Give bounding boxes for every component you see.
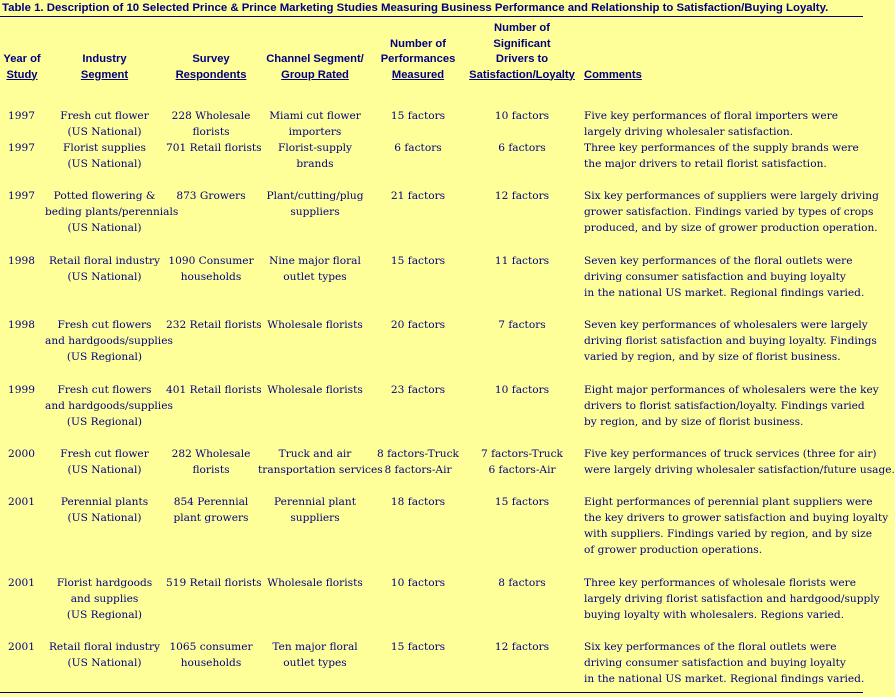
table-title: Table 1. Description of 10 Selected Prince & Prince Marketing Studies Measuring Business Performance and Relationship to Satisfaction/Buying Loyalty. xyxy=(0,0,863,17)
cell-drivers-line: 6 factors xyxy=(498,142,546,154)
cell-comments-line: Three key performances of wholesale florists were xyxy=(584,577,857,589)
cell-performances-line: 8 factors-Truck xyxy=(377,448,459,460)
header-respondents-line: Respondents xyxy=(175,68,247,81)
cell-respondents-line: 401 Retail florists xyxy=(166,384,262,396)
cell-comments xyxy=(581,188,879,253)
cell-comments-line: produced, and by size of grower production operation. xyxy=(584,222,878,234)
cell-industry xyxy=(44,317,173,382)
bottom-rule xyxy=(0,692,863,693)
cell-industry-line: and hardgoods/supplies xyxy=(45,400,173,412)
cell-drivers-line: 7 factors-Truck xyxy=(481,448,563,460)
cell-comments-line: Three key performances of the supply brands were xyxy=(584,142,859,154)
cell-industry-line: (US National) xyxy=(67,512,142,524)
header-row xyxy=(0,17,863,87)
cell-industry-line: (US National) xyxy=(67,222,142,234)
header-comments-line: Comments xyxy=(584,68,642,81)
cell-year: 2000 xyxy=(8,448,35,460)
studies-table xyxy=(0,17,895,695)
cell-drivers xyxy=(463,317,581,382)
header-performances-line: Performances xyxy=(380,53,456,65)
header-channel xyxy=(257,17,373,87)
cell-comments-line: the major drivers to retail florist satisfaction. xyxy=(584,158,827,170)
cell-channel-line: Miami cut flower xyxy=(269,110,361,122)
header-drivers xyxy=(463,17,581,87)
cell-performances-line: 15 factors xyxy=(390,641,446,653)
cell-comments xyxy=(581,317,877,382)
cell-channel xyxy=(257,317,373,382)
table-body xyxy=(0,87,895,695)
cell-performances-line: 8 factors-Air xyxy=(384,464,452,476)
cell-industry-line: (US Regional) xyxy=(66,351,143,363)
cell-drivers xyxy=(463,87,581,140)
cell-drivers xyxy=(463,140,581,188)
cell-industry-line: Potted flowering & xyxy=(53,190,156,202)
cell-year: 1998 xyxy=(8,255,35,267)
cell-respondents-line: plant growers xyxy=(173,512,249,524)
cell-drivers xyxy=(463,575,581,639)
cell-performances xyxy=(373,494,463,575)
cell-channel-line: outlet types xyxy=(283,271,347,283)
cell-performances xyxy=(373,382,463,446)
cell-drivers xyxy=(463,494,581,575)
header-industry xyxy=(44,17,165,87)
cell-performances-line: 18 factors xyxy=(390,496,446,508)
cell-performances-line: 23 factors xyxy=(390,384,446,396)
cell-respondents xyxy=(165,382,262,446)
cell-comments-line: varied by region, and by size of florist business. xyxy=(584,351,841,363)
cell-comments xyxy=(581,639,863,695)
cell-performances xyxy=(373,87,463,140)
cell-industry-line: Fresh cut flower xyxy=(60,110,149,122)
header-drivers-line: Drivers to xyxy=(495,53,549,65)
cell-industry-line: (US National) xyxy=(67,464,142,476)
cell-respondents-line: florists xyxy=(192,464,230,476)
cell-respondents xyxy=(165,446,257,494)
cell-comments xyxy=(581,446,895,494)
cell-respondents xyxy=(165,253,257,317)
cell-comments-line: by region, and by size of florist business. xyxy=(584,416,804,428)
cell-comments-line: Five key performances of truck services (three for air) xyxy=(584,448,877,460)
header-respondents-line: Survey xyxy=(192,53,230,65)
cell-industry xyxy=(44,382,173,446)
cell-industry-line: Perennial plants xyxy=(60,496,149,508)
cell-industry-line: and supplies xyxy=(70,593,139,605)
cell-channel-line: Ten major floral xyxy=(272,641,358,653)
header-performances xyxy=(373,17,463,87)
cell-comments-line: Six key performances of suppliers were largely driving xyxy=(584,190,879,202)
cell-comments-line: Five key performances of floral importers were xyxy=(584,110,839,122)
cell-performances xyxy=(373,317,463,382)
cell-drivers-line: 12 factors xyxy=(494,641,550,653)
cell-year: 2001 xyxy=(8,577,35,589)
cell-industry-line: (US Regional) xyxy=(66,609,143,621)
cell-industry xyxy=(44,87,165,140)
cell-industry xyxy=(44,253,165,317)
cell-comments-line: largely driving florist satisfaction and hardgood/supply xyxy=(584,593,880,605)
cell-respondents-line: households xyxy=(180,657,242,669)
cell-performances xyxy=(373,188,463,253)
cell-industry-line: (US Regional) xyxy=(66,416,143,428)
cell-comments-line: Eight major performances of wholesalers were the key xyxy=(584,384,879,396)
cell-year: 1999 xyxy=(8,384,35,396)
cell-drivers xyxy=(463,446,581,494)
cell-industry xyxy=(44,446,165,494)
cell-respondents xyxy=(165,575,262,639)
cell-respondents-line: 232 Retail florists xyxy=(166,319,262,331)
cell-channel-line: Florist-supply xyxy=(277,142,353,154)
cell-year: 1998 xyxy=(8,319,35,331)
header-year-line: Study xyxy=(6,68,38,81)
cell-year: 2001 xyxy=(8,496,35,508)
cell-comments-line: buying loyalty with wholesalers. Regions varied. xyxy=(584,609,845,621)
cell-industry-line: Fresh cut flowers xyxy=(57,384,152,396)
cell-channel-line: Wholesale florists xyxy=(267,384,363,396)
table-row xyxy=(0,639,863,695)
cell-channel xyxy=(257,575,373,639)
cell-channel xyxy=(257,382,373,446)
header-drivers-line: Significant xyxy=(493,37,551,50)
cell-industry-line: and hardgoods/supplies xyxy=(45,335,173,347)
cell-industry-line: (US National) xyxy=(67,158,142,170)
cell-channel-line: Wholesale florists xyxy=(267,577,363,589)
cell-comments xyxy=(581,140,863,188)
header-performances-line: Measured xyxy=(391,68,445,81)
cell-respondents-line: 519 Retail florists xyxy=(166,577,262,589)
cell-channel-line: suppliers xyxy=(290,512,340,524)
cell-respondents-line: 854 Perennial xyxy=(173,496,249,508)
cell-comments xyxy=(581,253,863,317)
header-comments xyxy=(581,17,863,87)
cell-respondents xyxy=(165,317,262,382)
cell-comments-line: in the national US market. Regional findings varied. xyxy=(584,673,865,685)
cell-drivers xyxy=(463,639,581,695)
header-drivers-line: Satisfaction/Loyalty xyxy=(469,68,575,81)
cell-drivers-line: 7 factors xyxy=(498,319,546,331)
cell-channel-line: Perennial plant xyxy=(274,496,356,508)
cell-channel-line: transportation services xyxy=(258,464,383,476)
cell-comments-line: Eight performances of perennial plant suppliers were xyxy=(584,496,873,508)
cell-industry-line: beding plants/perennials xyxy=(45,206,179,218)
cell-respondents xyxy=(165,140,262,188)
cell-comments xyxy=(581,575,880,639)
cell-comments-line: of grower production operations. xyxy=(584,544,763,556)
cell-drivers-line: 6 factors-Air xyxy=(488,464,556,476)
cell-channel xyxy=(257,639,373,695)
cell-industry-line: Retail floral industry xyxy=(48,641,161,653)
cell-comments-line: drivers to florist satisfaction/loyalty. Findings varied xyxy=(584,400,865,412)
cell-respondents-line: households xyxy=(180,271,242,283)
cell-performances xyxy=(373,639,463,695)
table-row xyxy=(0,253,863,317)
cell-year: 1997 xyxy=(8,110,35,122)
header-respondents xyxy=(165,17,257,87)
cell-comments xyxy=(581,87,863,140)
cell-industry xyxy=(44,575,165,639)
cell-channel xyxy=(257,494,373,575)
cell-channel xyxy=(257,446,383,494)
cell-comments-line: in the national US market. Regional findings varied. xyxy=(584,287,865,299)
cell-drivers xyxy=(463,188,581,253)
cell-year: 2001 xyxy=(8,641,35,653)
cell-comments-line: Seven key performances of wholesalers were largely xyxy=(584,319,868,331)
table-row xyxy=(0,382,863,446)
cell-channel-line: Wholesale florists xyxy=(267,319,363,331)
cell-comments xyxy=(581,382,879,446)
cell-comments-line: largely driving wholesaler satisfaction. xyxy=(584,126,794,138)
table-row xyxy=(0,494,863,575)
cell-respondents xyxy=(165,639,257,695)
cell-channel xyxy=(257,253,373,317)
cell-performances xyxy=(373,575,463,639)
cell-drivers-line: 10 factors xyxy=(494,110,550,122)
cell-comments-line: driving consumer satisfaction and buying loyalty xyxy=(584,271,846,283)
table-row xyxy=(0,575,863,639)
cell-comments-line: Six key performances of the floral outlets were xyxy=(584,641,837,653)
cell-drivers xyxy=(463,382,581,446)
header-performances-line: Number of xyxy=(390,37,446,50)
cell-respondents-line: florists xyxy=(192,126,230,138)
table-row xyxy=(0,87,863,140)
cell-industry-line: (US National) xyxy=(67,271,142,283)
cell-channel-line: Nine major floral xyxy=(269,255,361,267)
cell-performances-line: 15 factors xyxy=(390,110,446,122)
cell-industry-line: Florist supplies xyxy=(63,142,146,154)
cell-drivers-line: 11 factors xyxy=(494,255,550,267)
cell-respondents xyxy=(165,494,257,575)
cell-channel-line: importers xyxy=(288,126,342,138)
header-channel-line: Channel Segment/ xyxy=(266,53,364,65)
cell-drivers xyxy=(463,253,581,317)
cell-industry xyxy=(44,494,165,575)
cell-drivers-line: 12 factors xyxy=(494,190,550,202)
cell-industry-line: Florist hardgoods xyxy=(56,577,153,589)
header-industry-line: Industry xyxy=(82,53,127,65)
cell-year: 1997 xyxy=(8,142,35,154)
cell-channel xyxy=(257,87,373,140)
cell-comments-line: with suppliers. Findings varied by region, and by size xyxy=(584,528,872,540)
cell-respondents-line: 1090 Consumer xyxy=(168,255,254,267)
cell-respondents-line: 873 Growers xyxy=(176,190,246,202)
cell-channel xyxy=(257,140,373,188)
cell-performances xyxy=(373,140,463,188)
cell-industry xyxy=(44,140,165,188)
cell-channel-line: Plant/cutting/plug xyxy=(266,190,364,202)
cell-performances-line: 21 factors xyxy=(390,190,446,202)
header-industry-line: Segment xyxy=(80,68,129,81)
cell-performances-line: 20 factors xyxy=(390,319,446,331)
cell-comments-line: were largely driving wholesaler satisfaction/future usage. xyxy=(584,464,895,476)
cell-performances-line: 10 factors xyxy=(390,577,446,589)
cell-drivers-line: 10 factors xyxy=(494,384,550,396)
header-drivers-line: Number of xyxy=(494,22,550,34)
cell-drivers-line: 15 factors xyxy=(494,496,550,508)
cell-year: 1997 xyxy=(8,190,35,202)
cell-channel-line: brands xyxy=(296,158,334,170)
cell-industry xyxy=(44,639,165,695)
cell-drivers-line: 8 factors xyxy=(498,577,546,589)
cell-industry xyxy=(44,188,179,253)
cell-industry-line: (US National) xyxy=(67,657,142,669)
table-row xyxy=(0,317,863,382)
cell-comments xyxy=(581,494,889,575)
cell-performances-line: 15 factors xyxy=(390,255,446,267)
cell-comments-line: driving florist satisfaction and buying loyalty. Findings xyxy=(584,335,877,347)
cell-comments-line: the key drivers to grower satisfaction and buying loyalty xyxy=(584,512,889,524)
cell-channel xyxy=(257,188,373,253)
cell-respondents-line: 1065 consumer xyxy=(169,641,253,653)
cell-comments-line: grower satisfaction. Findings varied by types of crops xyxy=(584,206,874,218)
cell-respondents-line: 701 Retail florists xyxy=(166,142,262,154)
cell-channel-line: outlet types xyxy=(283,657,347,669)
cell-comments-line: driving consumer satisfaction and buying loyalty xyxy=(584,657,846,669)
cell-channel-line: Truck and air xyxy=(278,448,352,460)
header-year-line: Year of xyxy=(3,53,41,65)
table-row xyxy=(0,446,863,494)
cell-industry-line: (US National) xyxy=(67,126,142,138)
header-channel-line: Group Rated xyxy=(281,68,349,81)
cell-respondents-line: 228 Wholesale xyxy=(171,110,251,122)
table-row xyxy=(0,140,863,188)
cell-industry-line: Fresh cut flower xyxy=(60,448,149,460)
cell-industry-line: Retail floral industry xyxy=(48,255,161,267)
cell-performances-line: 6 factors xyxy=(394,142,442,154)
cell-respondents xyxy=(165,87,257,140)
cell-respondents-line: 282 Wholesale xyxy=(171,448,251,460)
cell-industry-line: Fresh cut flowers xyxy=(57,319,152,331)
cell-performances xyxy=(373,253,463,317)
cell-comments-line: Seven key performances of the floral outlets were xyxy=(584,255,853,267)
cell-respondents xyxy=(165,188,257,253)
table-row xyxy=(0,188,863,253)
cell-channel-line: suppliers xyxy=(290,206,340,218)
header-year xyxy=(0,17,44,87)
cell-performances xyxy=(373,446,463,494)
